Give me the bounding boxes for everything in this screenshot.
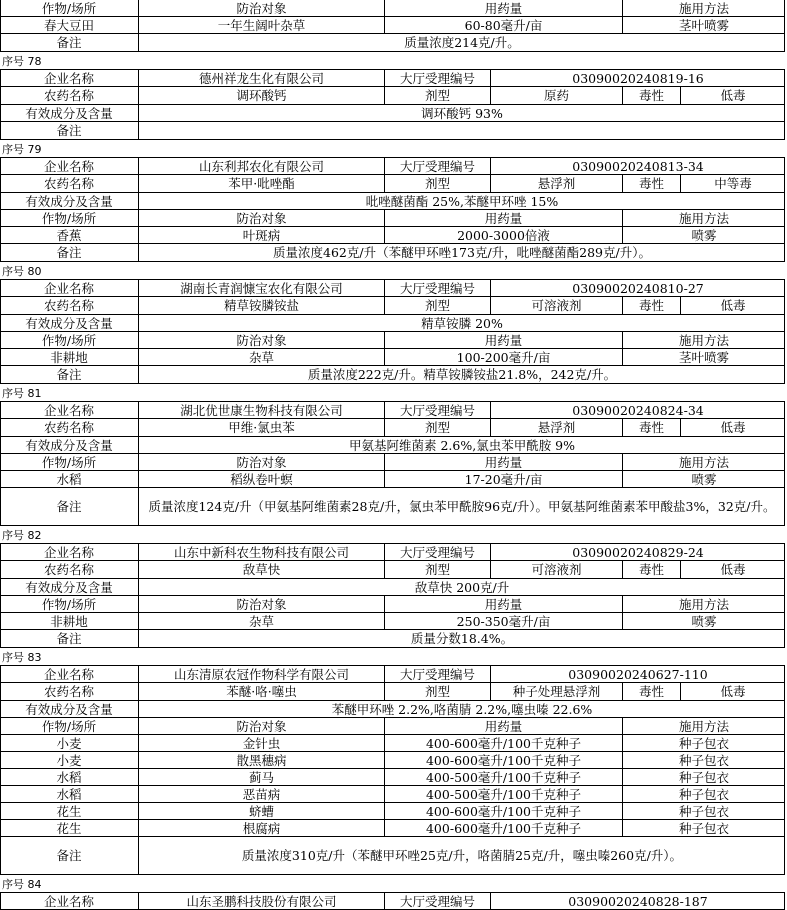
enterprise-name: 山东中新科农生物科技有限公司 — [139, 544, 385, 560]
hall-no-label: 大厅受理编号 — [385, 402, 491, 418]
remark-label: 备注 — [0, 122, 139, 139]
pesticide-name: 调环酸钙 — [139, 87, 385, 104]
dosage-cell: 2000-3000倍液 — [385, 227, 623, 243]
toxicity-label: 毒性 — [623, 297, 681, 314]
toxicity-value: 低毒 — [720, 684, 746, 699]
method-cell: 喷雾 — [691, 227, 717, 243]
remark-label: 备注 — [0, 837, 139, 874]
remark-row — [0, 34, 785, 52]
pesticide-label: 农药名称 — [0, 683, 139, 700]
formulation-label: 剂型 — [385, 297, 491, 314]
crop-cell: 水稻 — [0, 786, 139, 802]
dosage-cell: 400-600毫升/100千克种子 — [385, 820, 623, 836]
use-row — [0, 786, 785, 803]
hall-no-label: 大厅受理编号 — [385, 158, 491, 174]
pesticide-name: 甲维·氯虫苯 — [139, 419, 385, 436]
remark-value: 质量浓度124克/升（甲氨基阿维菌素28克/升，氯虫苯甲酰胺96克/升）。甲氨基阿维菌素苯甲酸盐3%，32克/升。 — [148, 498, 776, 514]
ingredients-label: 有效成分及含量 — [0, 193, 139, 209]
formulation-value: 可溶液剂 — [491, 297, 623, 314]
pesticide-label: 农药名称 — [0, 297, 139, 314]
target-header: 防治对象 — [139, 210, 385, 226]
pesticide-label: 农药名称 — [0, 87, 139, 104]
remark-value: 质量分数18.4%。 — [410, 631, 514, 646]
method-cell: 种子包衣 — [678, 752, 729, 768]
formulation-label: 剂型 — [385, 175, 491, 192]
dosage-cell: 400-500毫升/100千克种子 — [385, 786, 623, 802]
crop-cell: 水稻 — [0, 769, 139, 785]
remark-label: 备注 — [0, 244, 139, 261]
remark-value: 质量浓度462克/升（苯醚甲环唑173克/升，吡唑醚菌酯289克/升）。 — [273, 245, 651, 260]
crop-cell: 水稻 — [0, 471, 139, 487]
crop-header: 作物/场所 — [0, 596, 139, 612]
remark-value: 质量浓度222克/升。精草铵膦铵盐21.8%，242克/升。 — [307, 367, 617, 382]
crop-header: 作物/场所 — [0, 718, 139, 734]
method-cell: 种子包衣 — [678, 803, 729, 819]
target-header: 防治对象 — [139, 332, 385, 348]
target-header: 防治对象 — [139, 596, 385, 612]
crop-cell: 非耕地 — [0, 613, 139, 629]
method-cell: 种子包衣 — [678, 769, 729, 785]
use-header-row — [0, 718, 785, 735]
enterprise-name: 德州祥龙生化有限公司 — [139, 70, 385, 86]
enterprise-label: 企业名称 — [0, 70, 139, 86]
crop-header: 作物/场所 — [0, 332, 139, 348]
pesticide-name: 精草铵膦铵盐 — [139, 297, 385, 314]
target-cell: 金针虫 — [139, 735, 385, 751]
formulation-label: 剂型 — [385, 561, 491, 578]
use-row — [0, 227, 785, 244]
toxicity-value: 低毒 — [720, 88, 746, 103]
target-cell: 杂草 — [139, 613, 385, 629]
use-row — [0, 17, 785, 34]
remark-label: 备注 — [0, 630, 139, 647]
enterprise-label: 企业名称 — [0, 544, 139, 560]
dosage-header: 用药量 — [385, 454, 623, 470]
toxicity-label: 毒性 — [623, 419, 681, 436]
method-header: 施用方法 — [678, 210, 729, 226]
target-header: 防治对象 — [139, 718, 385, 734]
enterprise-row — [0, 665, 785, 683]
ingredients-value: 精草铵膦 20% — [421, 315, 503, 331]
use-header-row — [0, 596, 785, 613]
method-cell: 种子包衣 — [678, 786, 729, 802]
hall-no-label: 大厅受理编号 — [385, 666, 491, 682]
method-header: 施用方法 — [678, 0, 729, 16]
sequence-number: 序号 83 — [2, 651, 42, 664]
sequence-number: 序号 80 — [2, 265, 42, 278]
dosage-cell: 400-600毫升/100千克种子 — [385, 735, 623, 751]
target-header: 防治对象 — [139, 454, 385, 470]
remark-row — [0, 488, 785, 526]
record-seq — [0, 384, 785, 401]
formulation-value: 种子处理悬浮剂 — [491, 683, 623, 700]
crop-cell: 花生 — [0, 820, 139, 836]
ingredients-row — [0, 315, 785, 332]
use-row — [0, 613, 785, 630]
remark-row — [0, 244, 785, 262]
hall-no-value: 03090020240813-34 — [572, 158, 704, 174]
pesticide-name: 敌草快 — [139, 561, 385, 578]
remark-row — [0, 837, 785, 875]
record-seq — [0, 875, 785, 892]
use-header-row — [0, 0, 785, 17]
target-cell: 杂草 — [139, 349, 385, 365]
record-seq — [0, 52, 785, 69]
formulation-label: 剂型 — [385, 87, 491, 104]
remark-value: 质量浓度214克/升。 — [404, 35, 520, 50]
hall-no-value: 03090020240828-187 — [568, 893, 708, 909]
ingredients-row — [0, 701, 785, 718]
enterprise-row — [0, 892, 785, 910]
crop-cell: 花生 — [0, 803, 139, 819]
pesticide-label: 农药名称 — [0, 175, 139, 192]
hall-no-label: 大厅受理编号 — [385, 893, 491, 909]
use-header-row — [0, 210, 785, 227]
ingredients-value: 调环酸钙 93% — [421, 105, 503, 121]
toxicity-label: 毒性 — [623, 87, 681, 104]
method-cell: 种子包衣 — [678, 735, 729, 751]
target-cell: 蛴螬 — [139, 803, 385, 819]
dosage-header: 用药量 — [385, 596, 623, 612]
crop-cell: 春大豆田 — [0, 17, 139, 33]
ingredients-value: 敌草快 200克/升 — [414, 579, 510, 595]
ingredients-label: 有效成分及含量 — [0, 579, 139, 595]
use-row — [0, 349, 785, 366]
remark-row — [0, 122, 785, 140]
remark-value: 质量浓度310克/升（苯醚甲环唑25克/升，咯菌腈25克/升，噻虫嗪260克/升）。 — [241, 847, 683, 863]
method-cell: 喷雾 — [691, 471, 717, 487]
dosage-header: 用药量 — [385, 332, 623, 348]
formulation-label: 剂型 — [385, 419, 491, 436]
ingredients-row — [0, 437, 785, 454]
method-header: 施用方法 — [678, 332, 729, 348]
pesticide-row — [0, 419, 785, 437]
remark-row — [0, 630, 785, 648]
method-cell: 茎叶喷雾 — [678, 17, 729, 33]
hall-no-value: 03090020240819-16 — [572, 70, 704, 86]
enterprise-label: 企业名称 — [0, 158, 139, 174]
dosage-cell: 400-600毫升/100千克种子 — [385, 803, 623, 819]
target-cell: 蓟马 — [139, 769, 385, 785]
use-row — [0, 803, 785, 820]
pesticide-label: 农药名称 — [0, 419, 139, 436]
dosage-cell: 100-200毫升/亩 — [385, 349, 623, 365]
ingredients-label: 有效成分及含量 — [0, 701, 139, 717]
enterprise-row — [0, 543, 785, 561]
formulation-value: 可溶液剂 — [491, 561, 623, 578]
pesticide-row — [0, 175, 785, 193]
remark-label: 备注 — [0, 366, 139, 383]
target-cell: 稻纵卷叶螟 — [139, 471, 385, 487]
enterprise-name: 山东圣鹏科技股份有限公司 — [139, 893, 385, 909]
method-cell: 种子包衣 — [678, 820, 729, 836]
hall-no-label: 大厅受理编号 — [385, 280, 491, 296]
sequence-number: 序号 82 — [2, 529, 42, 542]
enterprise-row — [0, 401, 785, 419]
pesticide-row — [0, 561, 785, 579]
sequence-number: 序号 78 — [2, 55, 42, 68]
method-header: 施用方法 — [678, 596, 729, 612]
toxicity-label: 毒性 — [623, 683, 681, 700]
remark-row — [0, 366, 785, 384]
target-cell: 根腐病 — [139, 820, 385, 836]
hall-no-value: 03090020240627-110 — [568, 666, 708, 682]
toxicity-value: 低毒 — [720, 420, 746, 435]
toxicity-label: 毒性 — [623, 561, 681, 578]
dosage-cell: 17-20毫升/亩 — [385, 471, 623, 487]
pesticide-name: 苯甲·吡唑酯 — [139, 175, 385, 192]
ingredients-row — [0, 579, 785, 596]
formulation-value: 原药 — [491, 87, 623, 104]
method-cell: 喷雾 — [691, 613, 717, 629]
enterprise-label: 企业名称 — [0, 402, 139, 418]
method-header: 施用方法 — [678, 718, 729, 734]
crop-header: 作物/场所 — [0, 210, 139, 226]
pesticide-label: 农药名称 — [0, 561, 139, 578]
target-cell: 一年生阔叶杂草 — [139, 17, 385, 33]
formulation-value: 悬浮剂 — [491, 419, 623, 436]
method-cell: 茎叶喷雾 — [678, 349, 729, 365]
formulation-value: 悬浮剂 — [491, 175, 623, 192]
use-row — [0, 471, 785, 488]
crop-cell: 非耕地 — [0, 349, 139, 365]
enterprise-label: 企业名称 — [0, 666, 139, 682]
dosage-header: 用药量 — [385, 718, 623, 734]
enterprise-name: 山东清原农冠作物科学有限公司 — [139, 666, 385, 682]
hall-no-value: 03090020240824-34 — [572, 402, 704, 418]
method-header: 施用方法 — [678, 454, 729, 470]
dosage-header: 用药量 — [385, 210, 623, 226]
use-row — [0, 735, 785, 752]
ingredients-row — [0, 105, 785, 122]
dosage-cell: 250-350毫升/亩 — [385, 613, 623, 629]
ingredients-label: 有效成分及含量 — [0, 437, 139, 453]
hall-no-label: 大厅受理编号 — [385, 70, 491, 86]
sequence-number: 序号 79 — [2, 143, 42, 156]
enterprise-row — [0, 69, 785, 87]
remark-value — [139, 122, 785, 139]
hall-no-value: 03090020240829-24 — [572, 544, 704, 560]
toxicity-value: 中等毒 — [714, 176, 752, 191]
enterprise-row — [0, 279, 785, 297]
crop-header: 作物/场所 — [0, 454, 139, 470]
remark-label: 备注 — [0, 488, 139, 525]
pesticide-name: 苯醚·咯·噻虫 — [139, 683, 385, 700]
enterprise-name: 湖北优世康生物科技有限公司 — [139, 402, 385, 418]
use-row — [0, 820, 785, 837]
crop-header: 作物/场所 — [0, 0, 139, 16]
ingredients-row — [0, 193, 785, 210]
crop-cell: 小麦 — [0, 735, 139, 751]
formulation-label: 剂型 — [385, 683, 491, 700]
record-seq — [0, 526, 785, 543]
ingredients-label: 有效成分及含量 — [0, 105, 139, 121]
dosage-cell: 60-80毫升/亩 — [385, 17, 623, 33]
crop-cell: 香蕉 — [0, 227, 139, 243]
use-row — [0, 769, 785, 786]
sequence-number: 序号 81 — [2, 387, 42, 400]
enterprise-label: 企业名称 — [0, 280, 139, 296]
dosage-header: 用药量 — [385, 0, 623, 16]
ingredients-value: 甲氨基阿维菌素 2.6%,氯虫苯甲酰胺 9% — [348, 437, 575, 453]
use-row — [0, 752, 785, 769]
target-cell: 恶苗病 — [139, 786, 385, 802]
record-seq — [0, 262, 785, 279]
target-cell: 散黑穗病 — [139, 752, 385, 768]
dosage-cell: 400-600毫升/100千克种子 — [385, 752, 623, 768]
use-header-row — [0, 332, 785, 349]
target-cell: 叶斑病 — [139, 227, 385, 243]
enterprise-label: 企业名称 — [0, 893, 139, 909]
toxicity-label: 毒性 — [623, 175, 681, 192]
pesticide-row — [0, 297, 785, 315]
remark-label: 备注 — [0, 34, 139, 51]
target-header: 防治对象 — [139, 0, 385, 16]
enterprise-row — [0, 157, 785, 175]
sequence-number: 序号 84 — [2, 878, 42, 891]
pesticide-row — [0, 87, 785, 105]
hall-no-label: 大厅受理编号 — [385, 544, 491, 560]
toxicity-value: 低毒 — [720, 298, 746, 313]
ingredients-value: 吡唑醚菌酯 25%,苯醚甲环唑 15% — [365, 193, 559, 209]
hall-no-value: 03090020240810-27 — [572, 280, 704, 296]
ingredients-label: 有效成分及含量 — [0, 315, 139, 331]
enterprise-name: 湖南长青润慷宝农化有限公司 — [139, 280, 385, 296]
ingredients-value: 苯醚甲环唑 2.2%,咯菌腈 2.2%,噻虫嗪 22.6% — [331, 701, 593, 717]
dosage-cell: 400-500毫升/100千克种子 — [385, 769, 623, 785]
pesticide-row — [0, 683, 785, 701]
enterprise-name: 山东利邦农化有限公司 — [139, 158, 385, 174]
crop-cell: 小麦 — [0, 752, 139, 768]
use-header-row — [0, 454, 785, 471]
record-seq — [0, 648, 785, 665]
toxicity-value: 低毒 — [720, 562, 746, 577]
record-seq — [0, 140, 785, 157]
